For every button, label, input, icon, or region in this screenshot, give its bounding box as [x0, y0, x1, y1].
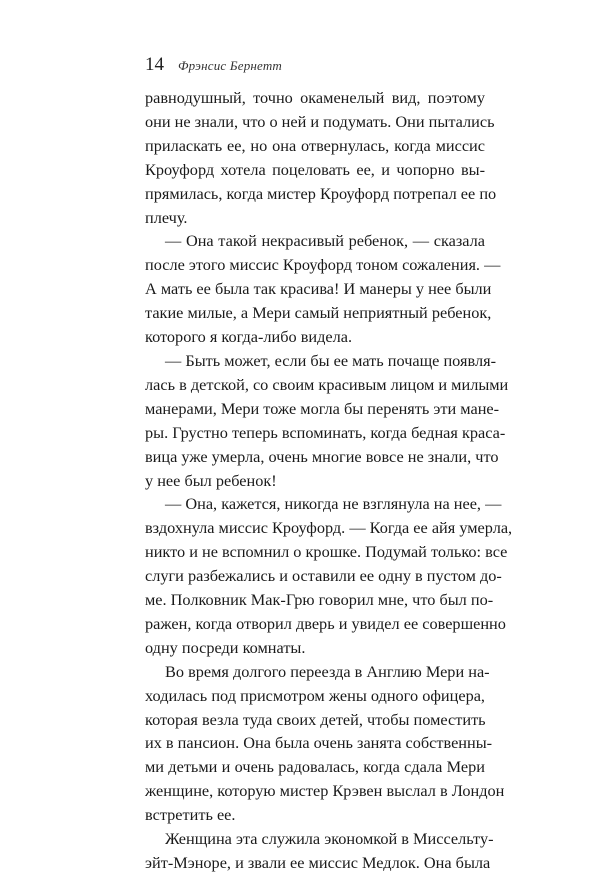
text-line: они не знали, что о ней и подумать. Они пытались	[145, 111, 495, 131]
text-line: — Она такой некрасивый ребенок, — сказала	[165, 231, 485, 251]
page-number: 14	[145, 54, 164, 75]
text-line: лась в детской, со своим красивым лицом и милыми	[145, 374, 509, 394]
text-line: плечу.	[145, 207, 188, 227]
text-line: ми детьми и очень радовалась, когда сдала Мери	[145, 757, 485, 777]
text-line: встретить ее.	[145, 805, 236, 825]
text-line: эйт-Мэноре, и звали ее миссис Медлок. Она была	[145, 853, 491, 872]
text-line: Женщина эта служила экономкой в Миссельту-	[165, 829, 494, 849]
text-line: ры. Грустно теперь вспоминать, когда бедная краса-	[145, 422, 506, 442]
text-line: манерами, Мери тоже могла бы перенять эти мане-	[145, 398, 500, 418]
body-text	[145, 86, 513, 875]
text-line: одну посреди комнаты.	[145, 637, 306, 657]
text-line: которого я когда-либо видела.	[145, 327, 353, 347]
text-line: равнодушный, точно окаменелый вид, поэтому	[145, 88, 485, 107]
text-line: их в пансион. Она была очень занята собственны-	[145, 733, 493, 753]
running-title: Фрэнсис Бернетт	[178, 58, 283, 73]
text-line: прямилась, когда мистер Кроуфорд потрепал ее по	[145, 183, 497, 203]
text-line: вздохнула миссис Кроуфорд. — Когда ее айя умерла,	[145, 518, 513, 538]
text-line: слуги разбежались и оставили ее одну в пустом до-	[145, 566, 502, 586]
text-line: никто и не вспомнил о крошке. Подумай только: все	[145, 542, 508, 562]
text-line: — Она, кажется, никогда не взглянула на нее, —	[165, 494, 502, 514]
text-line: такие милые, а Мери самый неприятный ребенок,	[145, 303, 492, 323]
page-header	[145, 54, 282, 76]
text-line: после этого миссис Кроуфорд тоном сожаления. —	[145, 255, 501, 275]
text-line: А мать ее была так красива! И манеры у нее были	[145, 279, 492, 299]
text-line: ме. Полковник Мак-Грю говорил мне, что был по-	[145, 590, 494, 610]
text-line: Кроуфорд хотела поцеловать ее, и чопорно вы-	[145, 159, 485, 179]
text-line: вица уже умерла, очень многие вовсе не знали, что	[145, 446, 499, 466]
text-line: Во время долгого переезда в Англию Мери на-	[165, 661, 490, 681]
text-line: приласкать ее, но она отвернулась, когда миссис	[145, 135, 485, 155]
text-line: — Быть может, если бы ее мать почаще появля-	[165, 350, 496, 370]
text-line: у нее был ребенок!	[145, 470, 277, 490]
text-line: женщине, которую мистер Крэвен выслал в Лондон	[145, 781, 505, 801]
text-line: которая везла туда своих детей, чтобы поместить	[145, 709, 486, 729]
text-line: ходилась под присмотром жены одного офицера,	[145, 685, 485, 705]
text-line: ражен, когда отворил дверь и увидел ее совершенно	[145, 613, 506, 633]
